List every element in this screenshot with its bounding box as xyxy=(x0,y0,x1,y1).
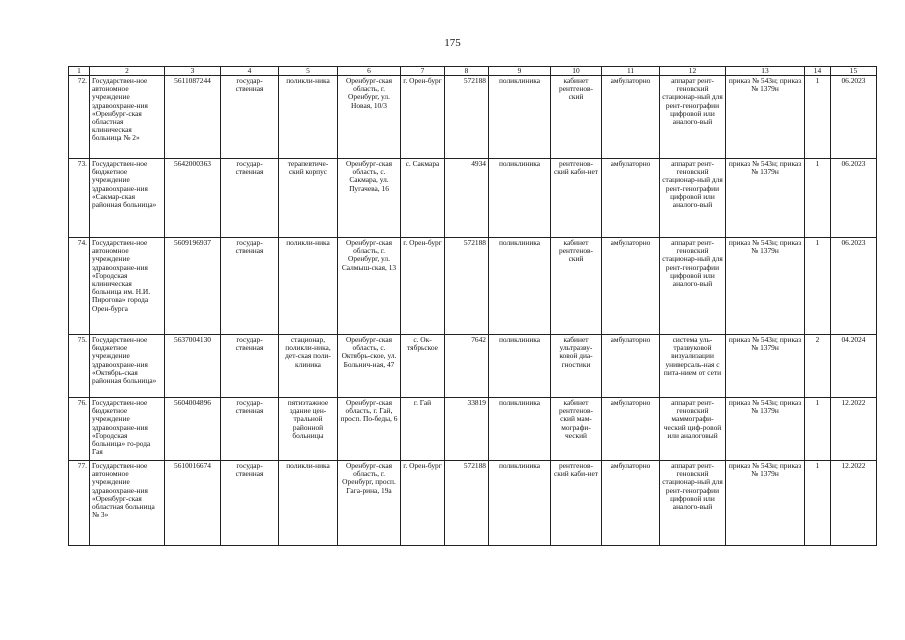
column-number: 4 xyxy=(221,67,279,76)
address: Оренбург-ская область, г. Гай, просп. По-беды, 6 xyxy=(338,398,401,461)
building: поликли-ника xyxy=(279,76,338,159)
order-reference: приказ № 543н; приказ № 1379н xyxy=(726,461,805,546)
table-row xyxy=(69,159,877,238)
inn: 5637004130 xyxy=(165,335,221,398)
page-number: 175 xyxy=(444,37,461,49)
table-row xyxy=(69,238,877,335)
column-number: 6 xyxy=(338,67,401,76)
column-number: 10 xyxy=(551,67,602,76)
building: терапевтиче-ский корпус xyxy=(279,159,338,238)
row-number: 73. xyxy=(69,159,90,238)
row-number: 75. xyxy=(69,335,90,398)
ownership: государ-ственная xyxy=(221,398,279,461)
row-number: 72. xyxy=(69,76,90,159)
building: поликли-ника xyxy=(279,461,338,546)
ownership: государ-ственная xyxy=(221,461,279,546)
unit: поликлиника xyxy=(489,335,551,398)
unit: поликлиника xyxy=(489,159,551,238)
delivery-date: 12.2022 xyxy=(831,398,877,461)
address: Оренбург-ская область, г. Оренбург, ул. Салмыш-ская, 13 xyxy=(338,238,401,335)
column-number: 5 xyxy=(279,67,338,76)
organization-name: Государствен-ное бюджетное учреждение здравоохране-ния «Сакмар-ская районная больница» xyxy=(90,159,165,238)
equipment: аппарат рент-геновский стационар-ный для рент-генографии цифровой или аналого-вый xyxy=(660,461,726,546)
population: 572188 xyxy=(445,76,489,159)
room: кабинет рентгенов-ский xyxy=(551,238,602,335)
unit: поликлиника xyxy=(489,76,551,159)
address: Оренбург-ская область, г. Оренбург, просп. Гага-рина, 19а xyxy=(338,461,401,546)
address: Оренбург-ская область, г. Оренбург, ул. Новая, 10/3 xyxy=(338,76,401,159)
organization-name: Государствен-ное автономное учреждение здравоохране-ния «Оренбург-ская областная больница № 3» xyxy=(90,461,165,546)
equipment: система уль-тразвуковой визуализации универсаль-ная с пита-нием от сети xyxy=(660,335,726,398)
table-row xyxy=(69,76,877,159)
table-row xyxy=(69,398,877,461)
building: пятиэтажное здание цен-тральной районной больницы xyxy=(279,398,338,461)
care-mode: амбулаторно xyxy=(602,76,660,159)
quantity: 1 xyxy=(805,159,831,238)
quantity: 1 xyxy=(805,76,831,159)
room: кабинет рентгенов-ский мам-мографи-ческий xyxy=(551,398,602,461)
column-number: 14 xyxy=(805,67,831,76)
row-number: 77. xyxy=(69,461,90,546)
inn: 5604004896 xyxy=(165,398,221,461)
ownership: государ-ственная xyxy=(221,76,279,159)
row-number: 76. xyxy=(69,398,90,461)
column-number: 7 xyxy=(401,67,445,76)
order-reference: приказ № 543н; приказ № 1379н xyxy=(726,398,805,461)
care-mode: амбулаторно xyxy=(602,398,660,461)
delivery-date: 12.2022 xyxy=(831,461,877,546)
organization-name: Государствен-ное автономное учреждение здравоохране-ния «Оренбург-ская областная клиническая больница № 2» xyxy=(90,76,165,159)
ownership: государ-ственная xyxy=(221,159,279,238)
row-number: 74. xyxy=(69,238,90,335)
equipment: аппарат рент-геновский маммографи-ческий циф-ровой или аналоговый xyxy=(660,398,726,461)
room: рентгенов-ский каби-нет xyxy=(551,461,602,546)
column-number: 12 xyxy=(660,67,726,76)
quantity: 2 xyxy=(805,335,831,398)
room: кабинет ультразву-ковой диа-гностики xyxy=(551,335,602,398)
locality: г. Орен-бург xyxy=(401,238,445,335)
locality: г. Гай xyxy=(401,398,445,461)
quantity: 1 xyxy=(805,238,831,335)
locality: с. Сакмара xyxy=(401,159,445,238)
inn: 5609196937 xyxy=(165,238,221,335)
care-mode: амбулаторно xyxy=(602,461,660,546)
locality: г. Орен-бург xyxy=(401,461,445,546)
organization-name: Государствен-ное бюджетное учреждение здравоохране-ния «Октябрь-ская районная больница» xyxy=(90,335,165,398)
column-number: 13 xyxy=(726,67,805,76)
ownership: государ-ственная xyxy=(221,238,279,335)
organization-name: Государствен-ное автономное учреждение здравоохране-ния «Городская клиническая больница им. Н.И. Пирогова» города Орен-бурга xyxy=(90,238,165,335)
column-number: 11 xyxy=(602,67,660,76)
equipment: аппарат рент-геновский стационар-ный для рент-генографии цифровой или аналого-вый xyxy=(660,159,726,238)
order-reference: приказ № 543н; приказ № 1379н xyxy=(726,335,805,398)
quantity: 1 xyxy=(805,461,831,546)
quantity: 1 xyxy=(805,398,831,461)
order-reference: приказ № 543н; приказ № 1379н xyxy=(726,238,805,335)
building: стационар, поликли-ника, дет-ская поли-клиника xyxy=(279,335,338,398)
equipment: аппарат рент-геновский стационар-ный для рент-генографии цифровой или аналого-вый xyxy=(660,76,726,159)
address: Оренбург-ская область, с. Сакмара, ул. Пугачева, 16 xyxy=(338,159,401,238)
unit: поликлиника xyxy=(489,461,551,546)
inn: 5610016674 xyxy=(165,461,221,546)
delivery-date: 06.2023 xyxy=(831,159,877,238)
column-number: 2 xyxy=(90,67,165,76)
delivery-date: 04.2024 xyxy=(831,335,877,398)
column-number: 9 xyxy=(489,67,551,76)
delivery-date: 06.2023 xyxy=(831,238,877,335)
table-row xyxy=(69,335,877,398)
care-mode: амбулаторно xyxy=(602,159,660,238)
population: 4934 xyxy=(445,159,489,238)
table-row xyxy=(69,461,877,546)
population: 572188 xyxy=(445,238,489,335)
column-number: 3 xyxy=(165,67,221,76)
column-number-row xyxy=(69,67,877,76)
order-reference: приказ № 543н; приказ № 1379н xyxy=(726,76,805,159)
population: 7642 xyxy=(445,335,489,398)
ownership: государ-ственная xyxy=(221,335,279,398)
population: 33819 xyxy=(445,398,489,461)
order-reference: приказ № 543н; приказ № 1379н xyxy=(726,159,805,238)
unit: поликлиника xyxy=(489,238,551,335)
equipment-register-table xyxy=(68,66,877,546)
column-number: 1 xyxy=(69,67,90,76)
care-mode: амбулаторно xyxy=(602,238,660,335)
population: 572188 xyxy=(445,461,489,546)
room: кабинет рентгенов-ский xyxy=(551,76,602,159)
building: поликли-ника xyxy=(279,238,338,335)
delivery-date: 06.2023 xyxy=(831,76,877,159)
locality: г. Орен-бург xyxy=(401,76,445,159)
locality: с. Ок-тябрьское xyxy=(401,335,445,398)
address: Оренбург-ская область, с. Октябрь-ское, ул. Больнич-ная, 47 xyxy=(338,335,401,398)
organization-name: Государствен-ное бюджетное учреждение здравоохране-ния «Городская больница» го-рода Гая xyxy=(90,398,165,461)
column-number: 8 xyxy=(445,67,489,76)
column-number: 15 xyxy=(831,67,877,76)
inn: 5642000363 xyxy=(165,159,221,238)
equipment: аппарат рент-геновский стационар-ный для рент-генографии цифровой или аналого-вый xyxy=(660,238,726,335)
inn: 5611087244 xyxy=(165,76,221,159)
care-mode: амбулаторно xyxy=(602,335,660,398)
unit: поликлиника xyxy=(489,398,551,461)
room: рентгенов-ский каби-нет xyxy=(551,159,602,238)
